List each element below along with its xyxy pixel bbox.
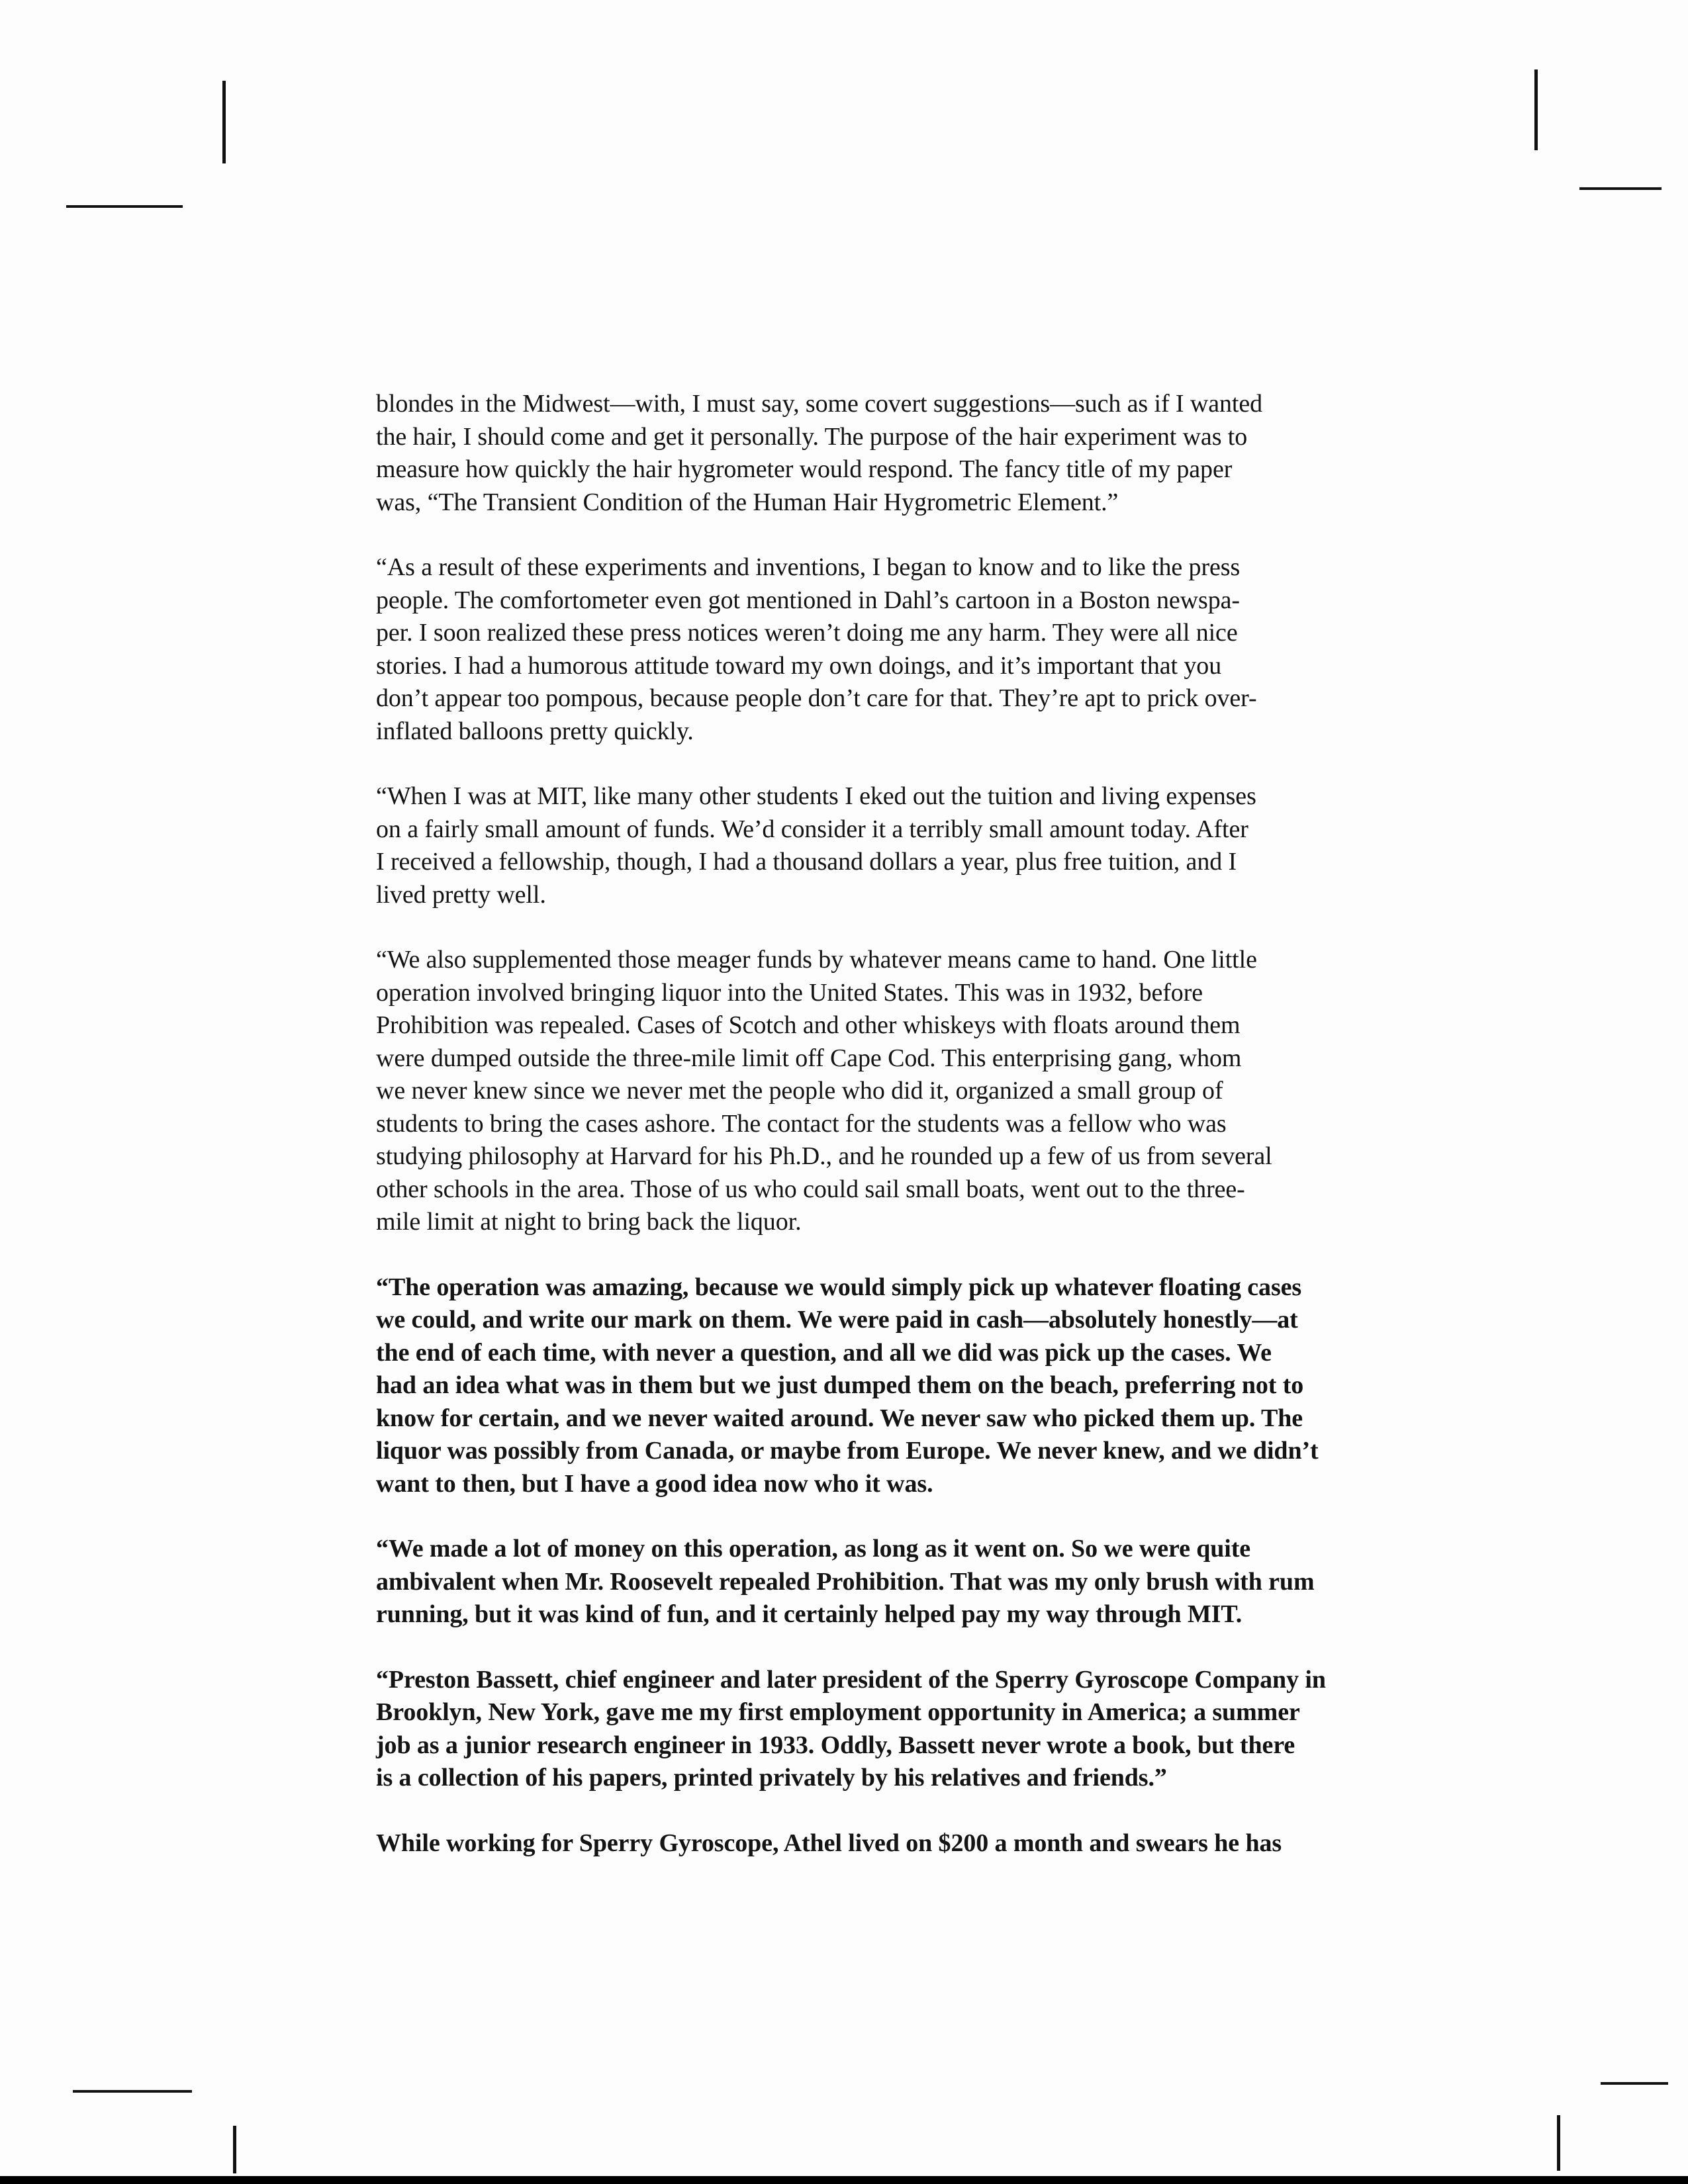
text-line: students to bring the cases ashore. The contact for the students was a fellow who was — [376, 1109, 1227, 1138]
paragraph — [376, 1271, 1409, 1501]
text-line: mile limit at night to bring back the liquor. — [376, 1208, 802, 1236]
paragraph — [376, 780, 1409, 911]
text-line: blondes in the Midwest—with, I must say, some covert suggestions—such as if I wanted — [376, 390, 1263, 418]
paragraph — [376, 388, 1409, 519]
body-text — [376, 388, 1409, 1892]
scan-bottom-edge — [0, 2176, 1688, 2184]
text-line: “We also supplemented those meager funds by whatever means came to hand. One little — [376, 946, 1257, 974]
text-line: is a collection of his papers, printed privately by his relatives and friends.” — [376, 1764, 1167, 1792]
crop-mark-bottom-right-horizontal — [1601, 2082, 1668, 2085]
text-line: inflated balloons pretty quickly. — [376, 717, 694, 745]
text-line: the hair, I should come and get it personally. The purpose of the hair experiment was to — [376, 422, 1248, 451]
text-line: stories. I had a humorous attitude toward my own doings, and it’s important that you — [376, 651, 1222, 680]
paragraph — [376, 944, 1409, 1239]
text-line: running, but it was kind of fun, and it certainly helped pay my way through MIT. — [376, 1600, 1243, 1628]
text-line: “We made a lot of money on this operation, as long as it went on. So we were quite — [376, 1535, 1251, 1563]
text-line: “The operation was amazing, because we would simply pick up whatever floating cases — [376, 1273, 1302, 1301]
crop-mark-bottom-left-vertical — [233, 2126, 236, 2173]
crop-mark-top-right-horizontal — [1579, 187, 1662, 190]
text-line: don’t appear too pompous, because people don’t care for that. They’re apt to prick over- — [376, 684, 1257, 712]
text-line: people. The comfortometer even got mentioned in Dahl’s cartoon in a Boston newspa- — [376, 586, 1240, 614]
text-line: “Preston Bassett, chief engineer and later president of the Sperry Gyroscope Company in — [376, 1665, 1326, 1694]
text-line: liquor was possibly from Canada, or maybe from Europe. We never knew, and we didn’t — [376, 1437, 1319, 1465]
text-line: want to then, but I have a good idea now who it was. — [376, 1469, 933, 1498]
paragraph — [376, 1533, 1409, 1631]
crop-mark-top-right-vertical — [1534, 69, 1538, 150]
text-line: “When I was at MIT, like many other students I eked out the tuition and living expenses — [376, 782, 1256, 810]
crop-mark-bottom-left-horizontal — [73, 2090, 192, 2093]
text-line: operation involved bringing liquor into the United States. This was in 1932, before — [376, 978, 1203, 1007]
text-line: we could, and write our mark on them. We were paid in cash—absolutely honestly—at — [376, 1306, 1298, 1334]
text-line: was, “The Transient Condition of the Human Hair Hygrometric Element.” — [376, 488, 1119, 516]
text-line: the end of each time, with never a question, and all we did was pick up the cases. We — [376, 1338, 1272, 1367]
text-line: job as a junior research engineer in 1933. Oddly, Bassett never wrote a book, but there — [376, 1731, 1295, 1759]
text-line: we never knew since we never met the people who did it, organized a small group of — [376, 1077, 1223, 1105]
text-line: other schools in the area. Those of us who could sail small boats, went out to the three- — [376, 1175, 1245, 1203]
text-line: Brooklyn, New York, gave me my first employment opportunity in America; a summer — [376, 1698, 1300, 1726]
text-line: studying philosophy at Harvard for his Ph.D., and he rounded up a few of us from several — [376, 1142, 1272, 1170]
text-line: on a fairly small amount of funds. We’d consider it a terribly small amount today. After — [376, 815, 1248, 843]
crop-mark-top-left-horizontal — [66, 205, 183, 208]
paragraph — [376, 1664, 1409, 1795]
text-line: were dumped outside the three-mile limit off Cape Cod. This enterprising gang, whom — [376, 1044, 1242, 1072]
text-line: lived pretty well. — [376, 880, 546, 909]
text-line: measure how quickly the hair hygrometer would respond. The fancy title of my paper — [376, 455, 1233, 483]
text-line: “As a result of these experiments and inventions, I began to know and to like the press — [376, 553, 1241, 581]
text-line: I received a fellowship, though, I had a thousand dollars a year, plus free tuition, and I — [376, 848, 1237, 876]
paragraph — [376, 551, 1409, 748]
crop-mark-top-left-vertical — [222, 81, 226, 163]
paragraph — [376, 1827, 1409, 1860]
text-line: While working for Sperry Gyroscope, Athel lived on $200 a month and swears he has — [376, 1829, 1282, 1857]
text-line: Prohibition was repealed. Cases of Scotch and other whiskeys with floats around them — [376, 1011, 1241, 1039]
text-line: ambivalent when Mr. Roosevelt repealed Prohibition. That was my only brush with rum — [376, 1567, 1315, 1596]
text-line: had an idea what was in them but we just dumped them on the beach, preferring not to — [376, 1371, 1304, 1399]
crop-mark-bottom-right-vertical — [1557, 2115, 1560, 2171]
text-line: per. I soon realized these press notices weren’t doing me any harm. They were all nice — [376, 619, 1238, 647]
text-line: know for certain, and we never waited around. We never saw who picked them up. The — [376, 1404, 1303, 1432]
